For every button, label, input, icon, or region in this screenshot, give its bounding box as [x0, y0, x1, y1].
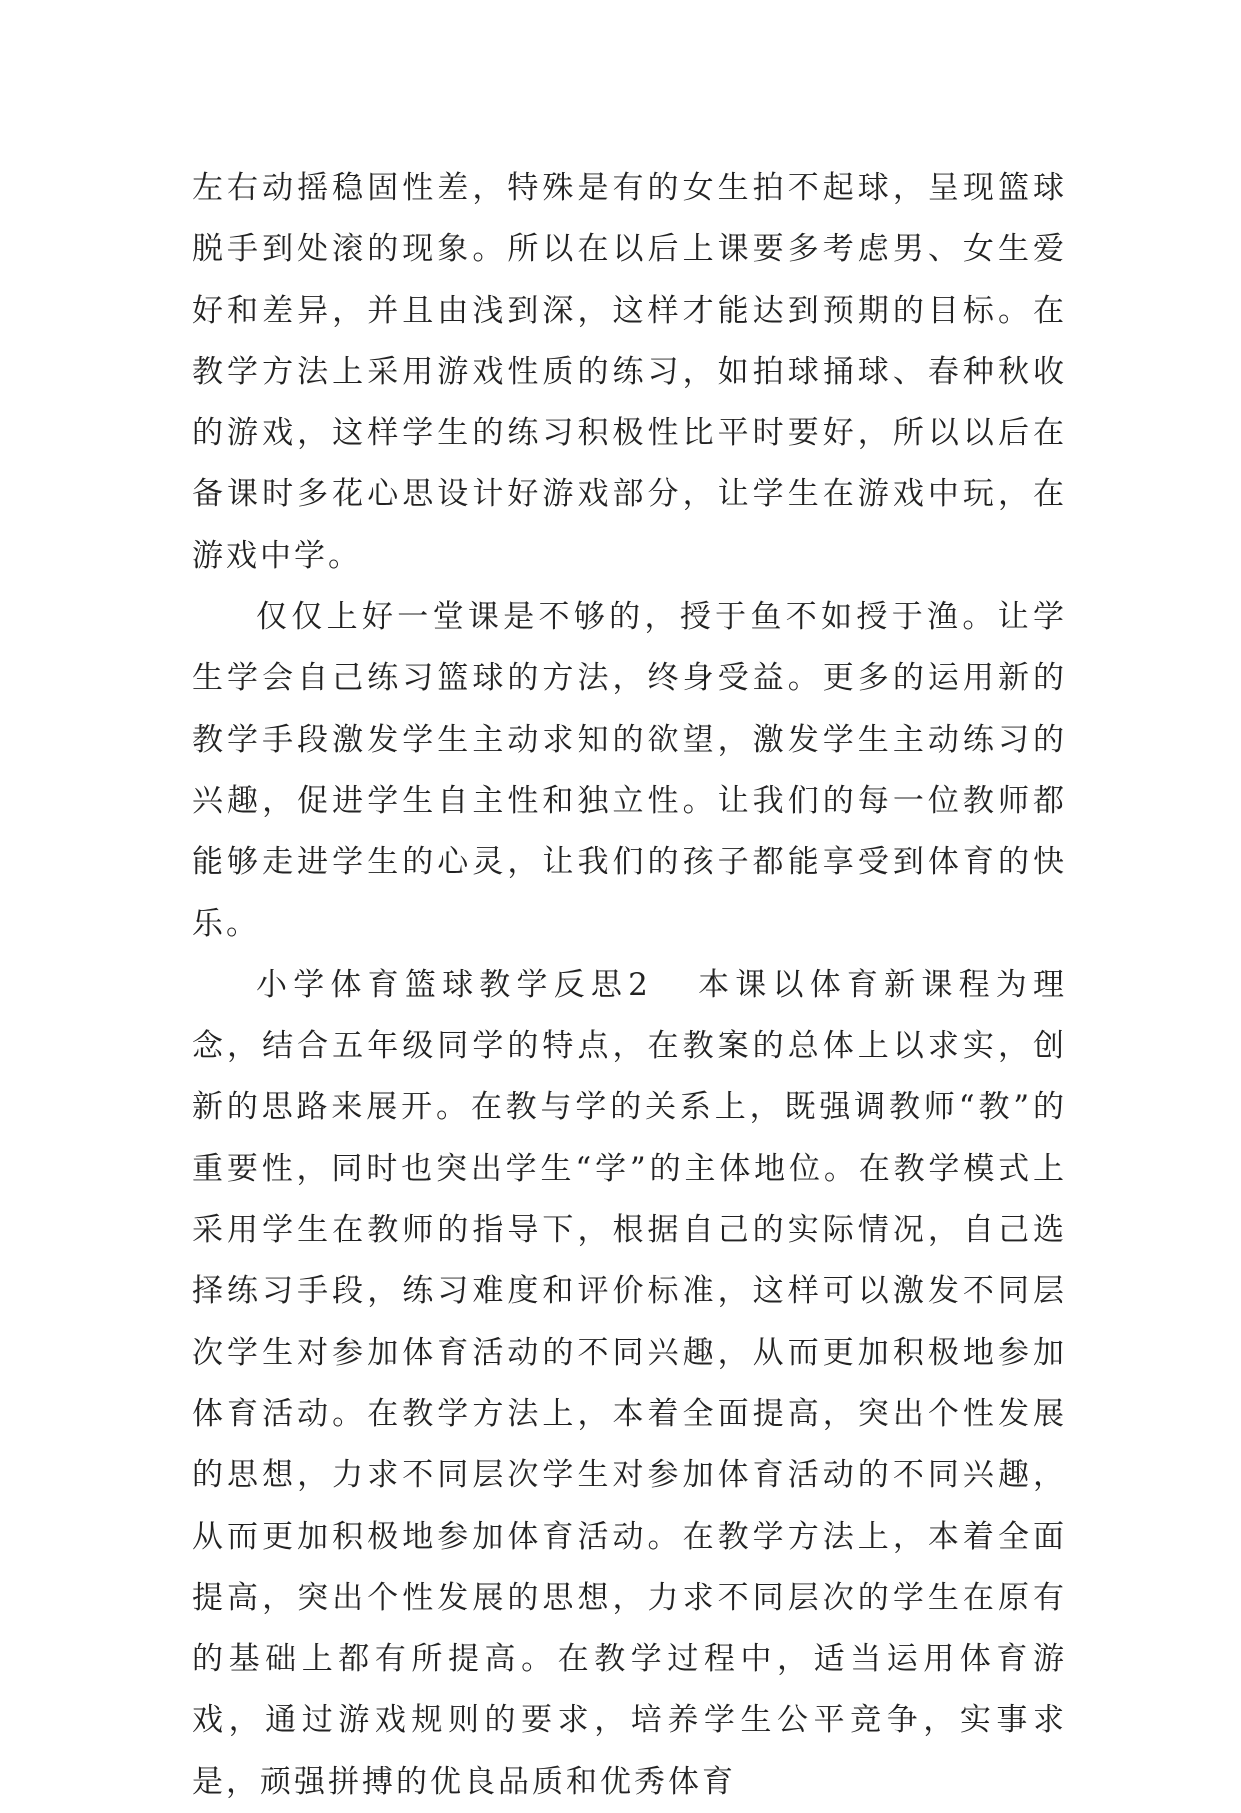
section-heading: 小学体育篮球教学反思2: [256, 966, 651, 1003]
paragraph-3: [192, 955, 1067, 1813]
body-text: [192, 158, 1067, 1813]
paragraph-2: 仅仅上好一堂课是不够的，授于鱼不如授于渔。让学生学会自己练习篮球的方法，终身受益。更多的运用新的教学手段激发学生主动求知的欲望，激发学生主动练习的兴趣，促进学生自主性和独立性。让我们的每一位教师都能够走进学生的心灵，让我们的孩子都能享受到体育的快乐。: [192, 599, 1067, 942]
paragraph-1: 左右动摇稳固性差，特殊是有的女生拍不起球，呈现篮球脱手到处滚的现象。所以在以后上课要多考虑男、女生爱好和差异，并且由浅到深，这样才能达到预期的目标。在教学方法上采用游戏性质的练习，如拍球捅球、春种秋收的游戏，这样学生的练习积极性比平时要好，所以以后在备课时多花心思设计好游戏部分，让学生在游戏中玩，在游戏中学。: [192, 170, 1067, 574]
section-body: 本课以体育新课程为理念，结合五年级同学的特点，在教案的总体上以求实，创新的思路来展开。在教与学的关系上，既强调教师“教”的重要性，同时也突出学生“学”的主体地位。在教学模式上采用学生在教师的指导下，根据自己的实际情况，自己选择练习手段，练习难度和评价标准，这样可以激发不同层次学生对参加体育活动的不同兴趣，从而更加积极地参加体育活动。在教学方法上，本着全面提高，突出个性发展的思想，力求不同层次学生对参加体育活动的不同兴趣，从而更加积极地参加体育活动。在教学方法上，本着全面提高，突出个性发展的思想，力求不同层次的学生在原有的基础上都有所提高。在教学过程中，适当运用体育游戏，通过游戏规则的要求，培养学生公平竞争，实事求是，顽强拼搏的优良品质和优秀体育: [192, 966, 1067, 1800]
